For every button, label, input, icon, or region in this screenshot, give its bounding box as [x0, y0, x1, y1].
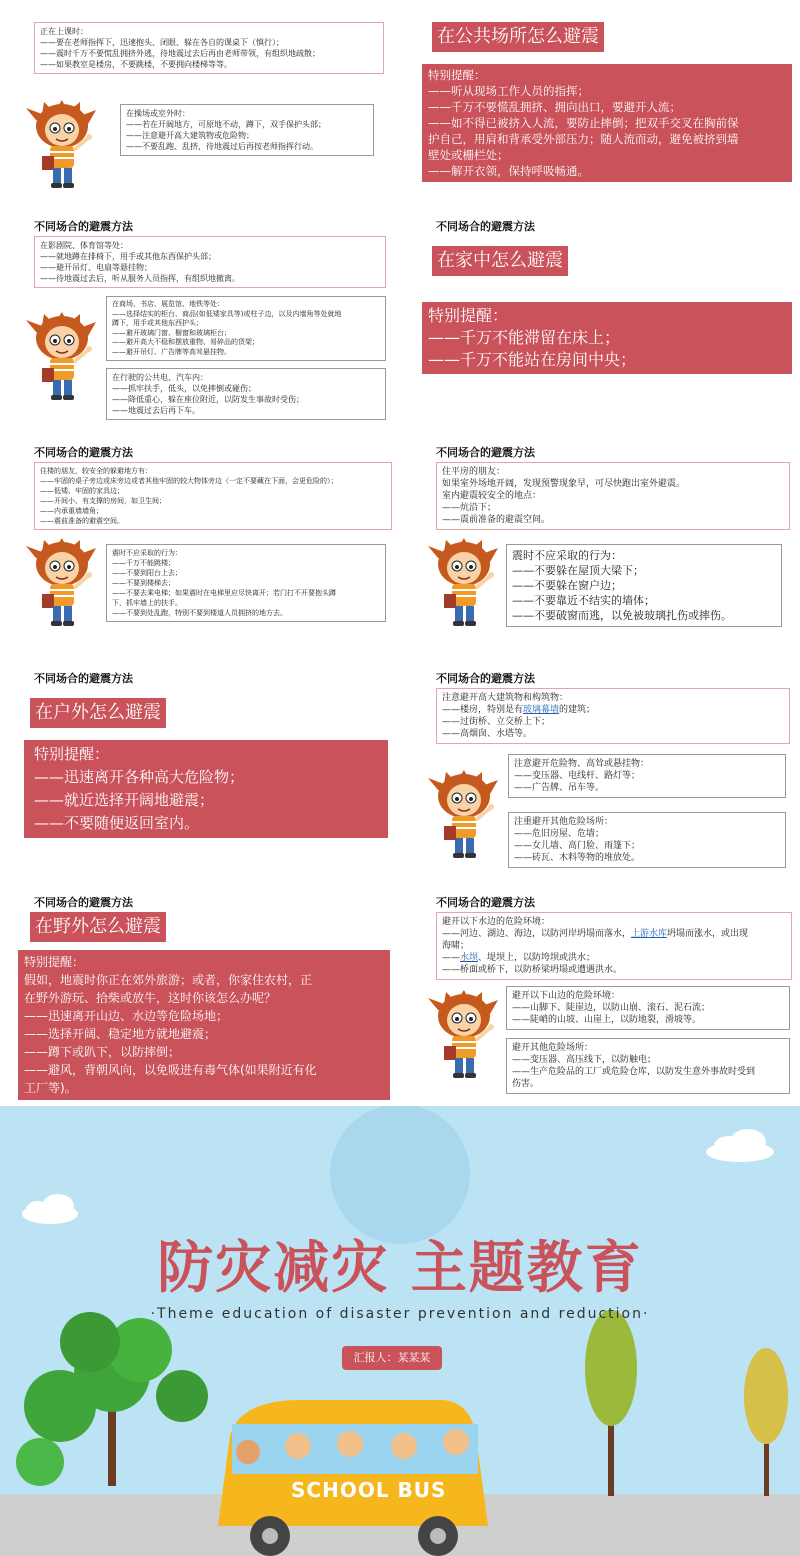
box-line: 震时不应采取的行为：	[512, 549, 622, 562]
box-line: ——要在老师指挥下，迅速抱头、闭眼、躲在各自的课桌下（慎行）；	[40, 38, 284, 47]
box-line: ——避开吊灯、广告牌等高耸悬挂物。	[112, 347, 231, 356]
cartoon-boy-icon	[424, 768, 504, 860]
reminder-line: 在野外游玩、拾柴或放牛，这时你该怎么办呢？	[24, 991, 277, 1005]
mountainside-box	[506, 986, 790, 1030]
cloud-icon	[22, 1194, 78, 1224]
box-line: ——陡峭的山坡、山崖上，以防地裂，滑坡等。	[512, 1015, 702, 1025]
box-text: ——楼房，特别是有	[442, 705, 524, 715]
box-line: ——广告牌、吊车等。	[514, 783, 605, 793]
slide-outdoors	[0, 658, 398, 882]
box-line: ——震前准备的避震空间。	[442, 515, 551, 525]
box-line: ——不要去乘电梯；如果震时在电梯里应尽快离开；若门打不开要抱头蹲	[112, 589, 336, 597]
reminder-line: ——听从现场工作人员的指挥；	[428, 84, 589, 98]
box-line: ——桥面或桥下，以防桥梁坍塌或遭遇洪水。	[442, 965, 623, 975]
dangerous-objects-box	[508, 754, 786, 798]
box-line: 注意避开高大建筑物和构筑物：	[442, 693, 569, 703]
box-line: ——就地蹲在排椅下，用手或其他东西保护头部；	[40, 252, 216, 261]
box-line: ——震时千万不要慌乱拥挤外逃，待地震过去后再由老师带领，有组织地疏散；	[40, 49, 320, 58]
box-text: ——	[442, 953, 460, 963]
playground-box	[120, 104, 374, 156]
slide-classroom	[0, 0, 398, 224]
reminder-line: ——选择开阔、稳定地方就地避震；	[24, 1027, 217, 1041]
reminder-box	[18, 950, 390, 1100]
reminder-line: 工厂等)。	[24, 1081, 77, 1095]
box-line: 在行驶的公共电、汽车内：	[112, 373, 208, 382]
section-tag: 在公共场所怎么避震	[432, 22, 604, 52]
other-places-box	[506, 1038, 790, 1094]
box-line: ——内承重墙墙角；	[40, 507, 103, 515]
reminder-line: ——解开衣领，保持呼吸畅通。	[428, 164, 589, 178]
tree-icon	[585, 1310, 637, 1496]
box-text: ——河边、湖边、海边，以防河岸坍塌而落水，	[442, 929, 632, 939]
box-text: 坍塌而涨水，或出现	[667, 929, 749, 939]
box-line: ——不要躲在屋顶大梁下；	[512, 564, 644, 577]
cartoon-boy-icon	[22, 98, 102, 190]
bungalow-safe-box	[436, 462, 790, 530]
box-line: 在商场、书店、展览馆、地铁等处：	[112, 300, 224, 308]
dam-link[interactable]: 水坝	[460, 953, 479, 963]
dangerous-places-box	[508, 812, 786, 868]
box-line: 震时不应采取的行为：	[112, 549, 182, 557]
box-line: ——变压器、高压线下，以防触电；	[512, 1055, 657, 1065]
box-line: ——抓牢扶手，低头，以免摔倒或碰伤；	[112, 384, 256, 393]
box-line: ——开间小、有支撑的房间，如卫生间；	[40, 497, 166, 505]
reminder-line: 特别提醒：	[24, 955, 85, 969]
slide-public-places	[402, 0, 800, 224]
cartoon-boy-icon	[22, 536, 102, 628]
main-title: 防灾减灾 主题教育	[157, 1235, 643, 1301]
section-tag: 在野外怎么避震	[30, 912, 166, 942]
box-line: ——降低重心，躲在座位附近，以防发生事故时受伤；	[112, 395, 304, 404]
box-line: 避开其他危险场所：	[512, 1043, 594, 1053]
reminder-line: 假如，地震时你正在郊外旅游；或者，你家住农村，正	[24, 973, 313, 987]
reminder-box	[422, 64, 792, 182]
slide-wilderness-hazards	[402, 882, 800, 1106]
box-line: ——震前准备的避震空间。	[40, 517, 124, 525]
slide-title: 不同场合的避震方法	[34, 672, 133, 685]
box-line: 下，抓牢墙上的扶手。	[112, 599, 182, 607]
english-subtitle: ·Theme education of disaster prevention and reduction·	[150, 1306, 650, 1322]
box-line: 注重避开其他危险场所：	[514, 817, 614, 827]
slide-title: 不同场合的避震方法	[436, 896, 535, 909]
box-line: ——避开玻璃门窗、橱窗和玻璃柜台；	[112, 328, 231, 337]
box-line: ——危旧房屋、危墙；	[514, 829, 605, 839]
box-text: 、堤坝上，以防垮坝或洪水；	[478, 953, 596, 963]
waterside-box	[436, 912, 792, 980]
glass-curtain-wall-link[interactable]: 玻璃幕墙	[523, 705, 560, 715]
reminder-line: ——迅速离开山边、水边等危险场地；	[24, 1009, 229, 1023]
box-line	[442, 704, 784, 716]
reminder-line: ——千万不要慌乱拥挤、拥向出口，要避开人流；	[428, 100, 681, 114]
classroom-box	[34, 22, 384, 74]
box-line: 海啸；	[442, 941, 470, 951]
cartoon-boy-icon	[424, 988, 504, 1080]
box-line: ——不要靠近不结实的墙体；	[512, 594, 655, 607]
box-line: ——砖瓦、木料等物的堆放处。	[514, 853, 641, 863]
tree-icon	[744, 1348, 788, 1496]
box-line: ——不要乱跑、乱挤，待地震过后再按老师指挥行动。	[126, 142, 318, 151]
bungalow-dont-box	[506, 544, 782, 627]
box-text: 的建筑；	[559, 705, 596, 715]
cloud-icon	[706, 1129, 774, 1162]
bus-box	[106, 368, 386, 420]
box-line	[442, 952, 786, 964]
reminder-line: 壁处或栅栏处；	[428, 148, 509, 162]
tree-icon	[16, 1312, 208, 1486]
reminder-box	[24, 740, 388, 838]
slide-title: 不同场合的避震方法	[34, 446, 133, 459]
reminder-line: ——千万不能滞留在床上；	[428, 328, 621, 347]
section-tag: 在户外怎么避震	[30, 698, 166, 728]
slide-building-residents	[0, 432, 398, 656]
reminder-line: ——千万不能站在房间中央；	[428, 350, 637, 369]
reminder-line: ——迅速离开各种高大危险物；	[34, 768, 245, 786]
box-line: ——低矮、牢固的家具边；	[40, 487, 124, 495]
box-line: 在操场或室外时：	[126, 109, 190, 118]
bus-label: SCHOOL BUS	[291, 1478, 447, 1502]
cartoon-boy-icon	[22, 310, 102, 402]
box-line: 室内避震较安全的地点：	[442, 491, 542, 501]
box-line: 住平房的朋友：	[442, 467, 506, 477]
section-tag: 在家中怎么避震	[432, 246, 568, 276]
reminder-line: ——如不得已被挤入人流，要防止摔倒；把双手交叉在胸前保	[428, 116, 739, 130]
slide-theater-mall-bus	[0, 206, 398, 430]
box-line: ——女儿墙、高门脸、雨篷下；	[514, 841, 641, 851]
reminder-line: ——蹲下或趴下，以防摔倒；	[24, 1045, 181, 1059]
slide-title: 不同场合的避震方法	[34, 220, 133, 233]
buildings-box	[436, 688, 790, 744]
cartoon-boy-icon	[424, 536, 504, 628]
box-line: ——待地震过去后，听从服务人员指挥，有组织地撤离。	[40, 274, 240, 283]
reminder-box	[422, 302, 792, 374]
box-line: ——避开吊灯、电扇等悬挂物；	[40, 263, 152, 272]
box-line: ——炕沿下；	[442, 503, 497, 513]
reporter-badge: 汇报人：某某某	[342, 1346, 442, 1370]
reminder-line: 特别提醒：	[428, 68, 486, 82]
box-line: ——牢固的桌子旁边或床旁边或者其他牢固的较大物体旁边（一定不要藏在下面，会更危险的）；	[40, 477, 338, 485]
box-line: ——不要到阳台上去；	[112, 569, 182, 577]
slide-wilderness	[0, 882, 398, 1106]
reminder-line: 特别提醒：	[34, 745, 110, 763]
box-line: ——选择结实的柜台、商品(如低矮家具等)或柱子边，以及内墙角等处就地	[112, 309, 342, 318]
reminder-line: 特别提醒：	[428, 306, 509, 325]
theater-box	[34, 236, 386, 288]
box-line: 正在上课时：	[40, 27, 88, 36]
box-line: ——不要到处乱跑，特别不要到楼道人员拥挤的地方去。	[112, 609, 287, 617]
box-line	[442, 928, 786, 940]
box-line: ——变压器、电线杆、路灯等；	[514, 771, 641, 781]
slide-outdoor-hazards	[402, 658, 800, 882]
box-line: 住楼的朋友，较安全的躲避地方有：	[40, 467, 152, 475]
box-line: ——地震过去后再下车。	[112, 406, 200, 415]
box-line: ——过街桥、立交桥上下；	[442, 717, 551, 727]
box-line: 避开以下山边的危险环境：	[512, 991, 621, 1001]
reminder-line: 护自己，用肩和背承受外部压力；随人流而动，避免被挤到墙	[428, 132, 739, 146]
building-dont-box	[106, 544, 386, 622]
box-line: 避开以下水边的危险环境：	[442, 917, 551, 927]
reminder-line: ——避风，背朝风向，以免吸进有毒气体(如果附近有化	[24, 1063, 317, 1077]
box-line: ——不要到楼梯去；	[112, 579, 175, 587]
slide-title: 不同场合的避震方法	[436, 220, 535, 233]
box-line: ——高烟囱、水塔等。	[442, 729, 533, 739]
slide-title: 不同场合的避震方法	[436, 446, 535, 459]
box-line: 注意避开危险物、高耸或悬挂物：	[514, 759, 650, 769]
box-line: ——不要躲在窗户边；	[512, 579, 622, 592]
slide-bungalow-residents	[402, 432, 800, 656]
box-line: 蹲下，用手或其他东西护头；	[112, 319, 203, 327]
mall-box	[106, 296, 386, 361]
building-safe-box	[34, 462, 392, 530]
reminder-line: ——不要随便返回室内。	[34, 814, 200, 832]
box-line: ——注意避开高大建筑物或危险物；	[126, 131, 254, 140]
box-line: ——千万不能跳楼；	[112, 559, 175, 567]
box-line: 如果室外场地开阔，发现预警现象早，可尽快跑出室外避震。	[442, 479, 686, 489]
box-line: 在影剧院、体育馆等处：	[40, 241, 128, 250]
reminder-line: ——就近选择开阔地避震；	[34, 791, 215, 809]
box-line: ——不要破窗而逃，以免被玻璃扎伤或摔伤。	[512, 609, 732, 622]
box-line: 伤害。	[512, 1079, 540, 1089]
slide-at-home	[402, 206, 800, 430]
box-line: ——生产危险品的工厂或危险仓库，以防发生意外事故时受到	[512, 1067, 756, 1077]
slide-title: 不同场合的避震方法	[34, 896, 133, 909]
title-slide	[0, 1106, 800, 1556]
slide-title: 不同场合的避震方法	[436, 672, 535, 685]
box-line: ——山脚下、陡崖边，以防山崩、滚石、泥石流；	[512, 1003, 711, 1013]
box-line: ——若在开阔地方，可原地不动，蹲下，双手保护头部；	[126, 120, 326, 129]
box-line: ——避开高大不稳和摆放重物、易碎品的货架；	[112, 338, 259, 346]
upstream-reservoir-link[interactable]: 上游水库	[631, 929, 668, 939]
box-line: ——如果教室是楼房，不要跳楼，不要拥向楼梯等等。	[40, 60, 232, 69]
